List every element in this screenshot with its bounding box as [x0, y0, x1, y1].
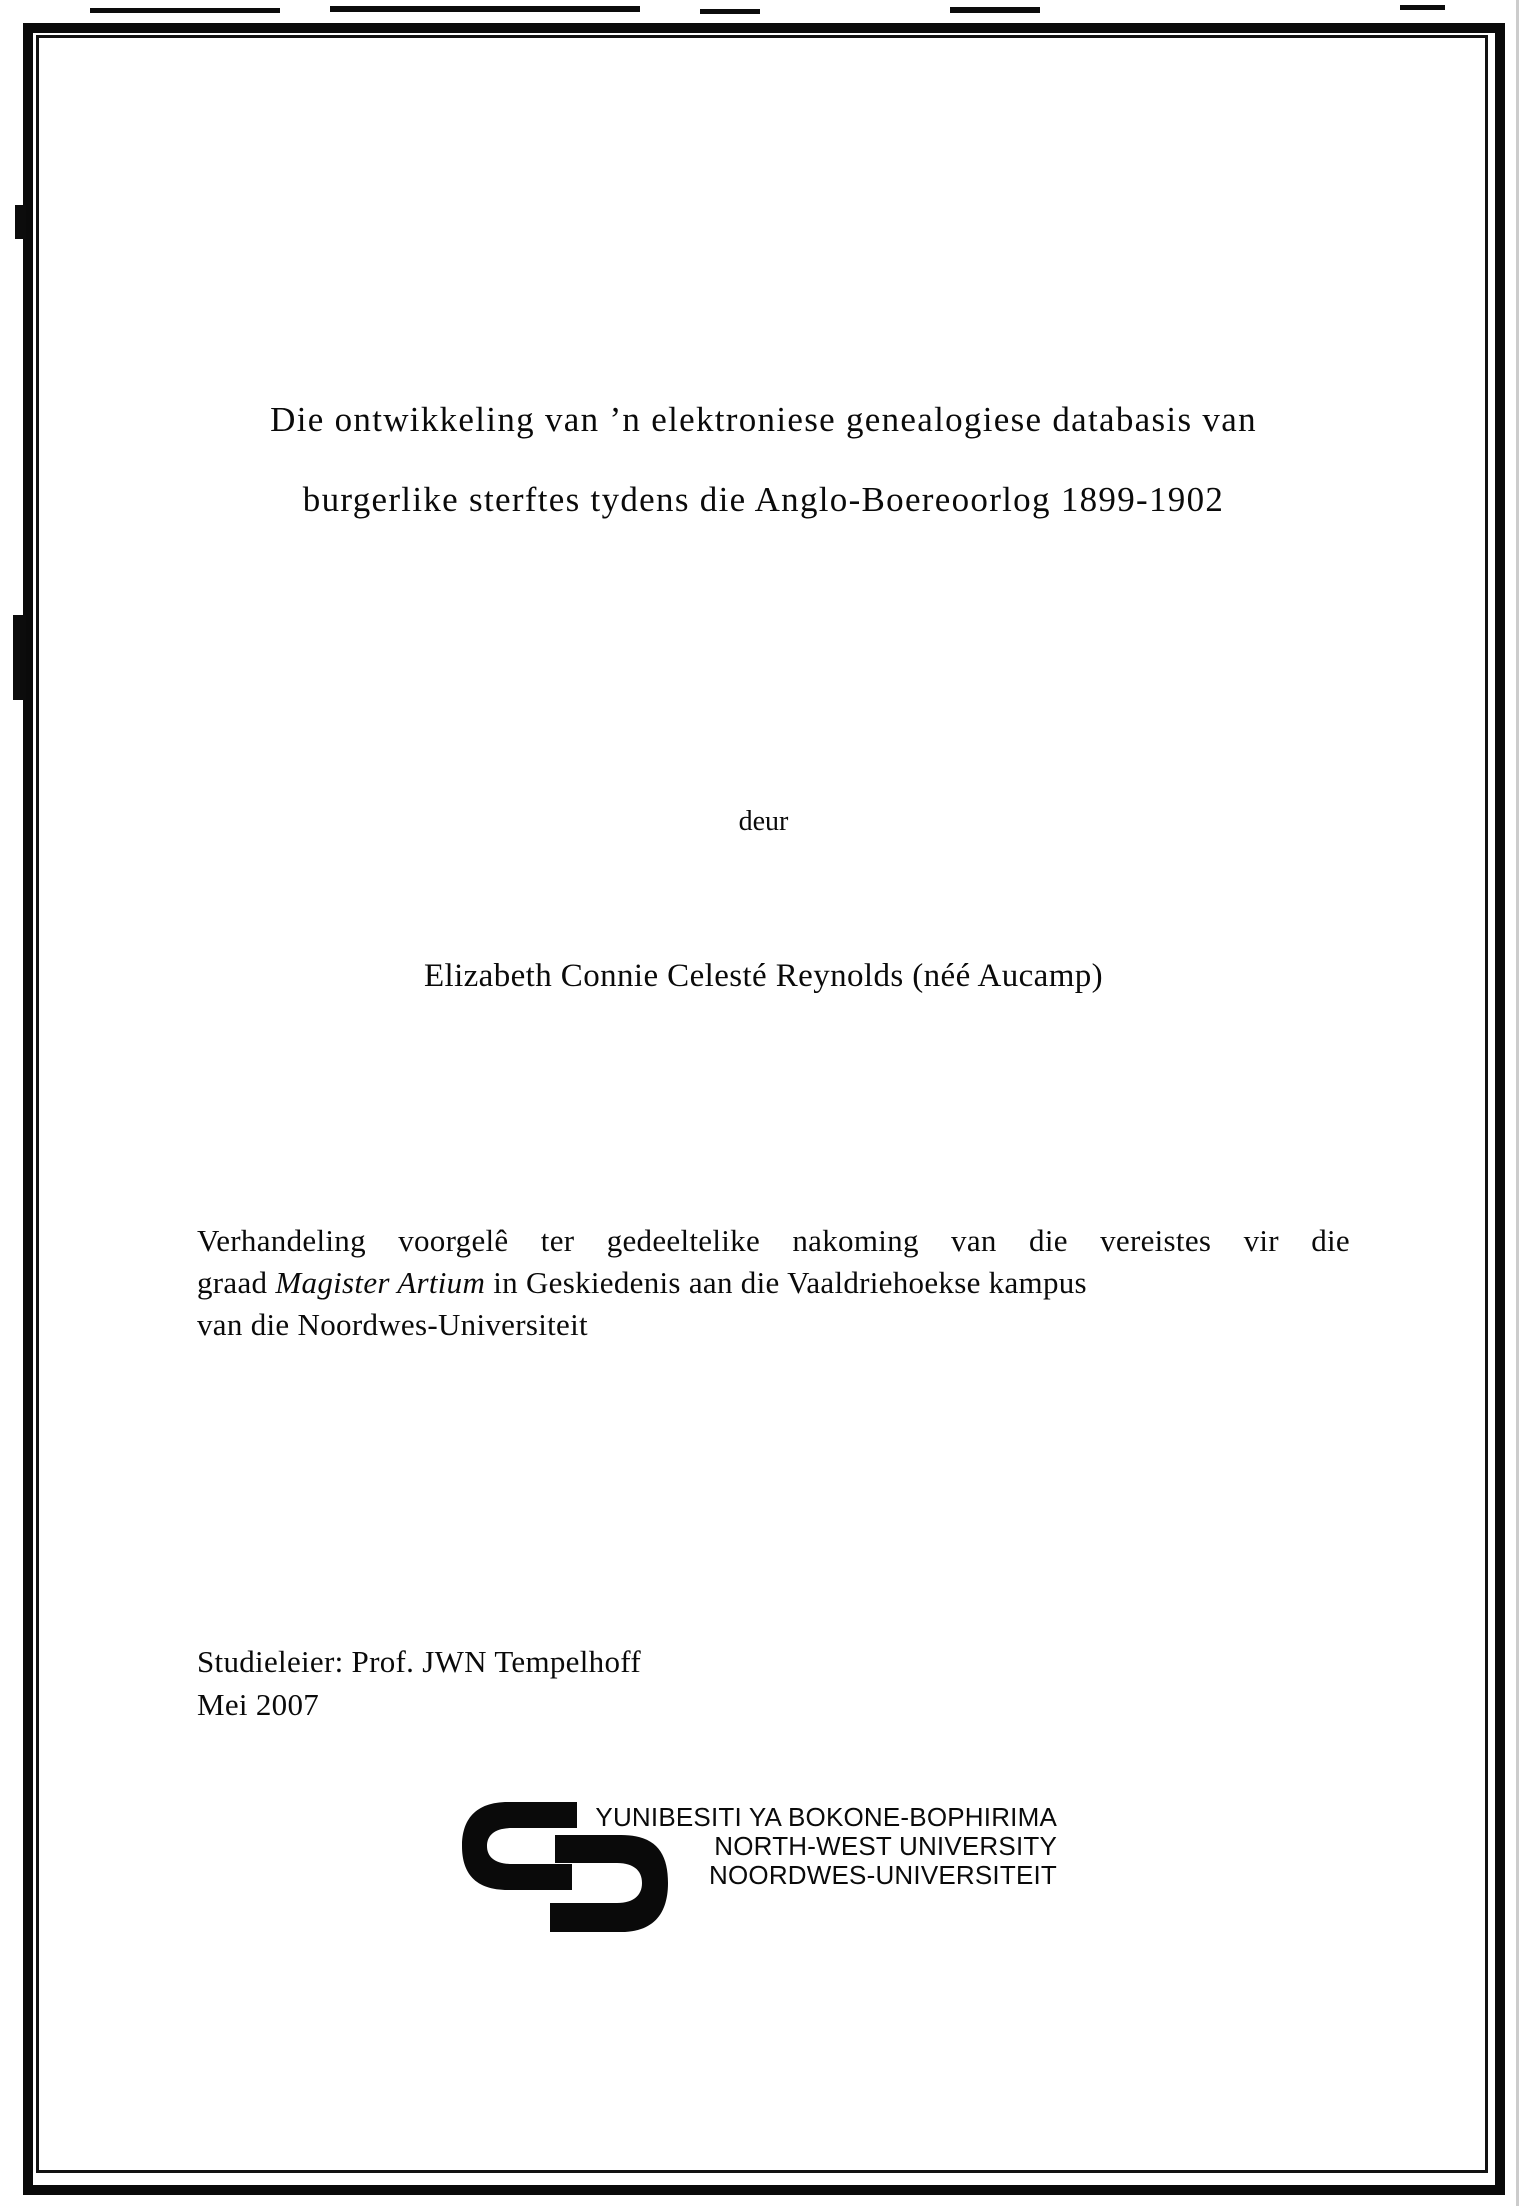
logo-text-setswana: YUNIBESITI YA BOKONE-BOPHIRIMA [595, 1802, 1057, 1832]
scan-artifact [330, 6, 640, 12]
supervisor-block [197, 1640, 641, 1726]
thesis-title-line2: burgerlike sterftes tydens die Anglo-Boereoorlog 1899-1902 [302, 480, 1225, 519]
thesis-statement-line2 [197, 1262, 1350, 1304]
logo-text-english: NORTH-WEST UNIVERSITY [714, 1831, 1057, 1861]
thesis-title [0, 380, 1527, 540]
scan-artifact [1400, 5, 1445, 10]
thesis-statement [197, 1220, 1350, 1346]
supervisor-line: Studieleier: Prof. JWN Tempelhoff [197, 1644, 641, 1679]
degree-name: Magister Artium [275, 1265, 486, 1300]
date-line: Mei 2007 [197, 1687, 320, 1722]
scan-edge-shadow [1516, 0, 1519, 2206]
scan-artifact [90, 8, 280, 13]
scan-artifact [13, 615, 26, 700]
university-logo [462, 1796, 1082, 1941]
thesis-statement-line1: Verhandeling voorgelê ter gedeeltelike nakoming van die vereistes vir die [197, 1223, 1350, 1258]
logo-text-afrikaans: NOORDWES-UNIVERSITEIT [709, 1860, 1057, 1890]
byline: deur [738, 806, 789, 837]
thesis-statement-line3: van die Noordwes-Universiteit [197, 1307, 588, 1342]
statement-line2-suffix: in Geskiedenis aan die Vaaldriehoekse kampus [485, 1265, 1087, 1300]
thesis-title-line1: Die ontwikkeling van ’n elektroniese genealogiese databasis van [270, 400, 1257, 439]
scan-artifact [15, 205, 26, 239]
author-name: Elizabeth Connie Celesté Reynolds (néé Aucamp) [423, 958, 1104, 994]
statement-line2-prefix: graad [197, 1265, 276, 1300]
scan-artifact [700, 9, 760, 14]
scan-artifact [950, 7, 1040, 13]
university-logo-text [590, 1803, 1057, 1890]
